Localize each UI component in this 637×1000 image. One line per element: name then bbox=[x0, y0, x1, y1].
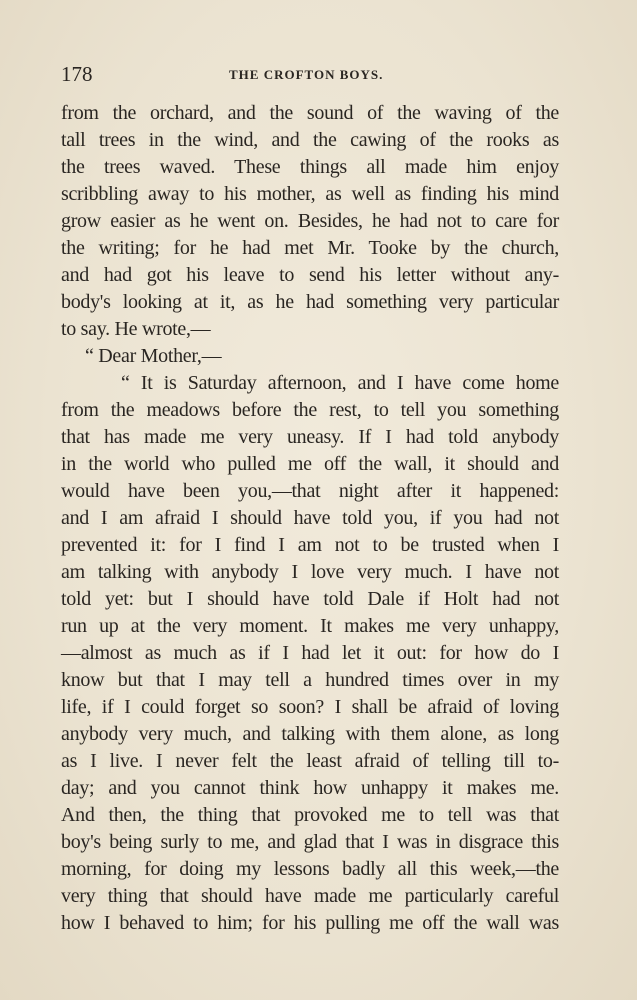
running-head bbox=[61, 62, 559, 92]
page-number: 178 bbox=[61, 62, 93, 86]
text-line: day; and you cannot think how unhappy it makes me. bbox=[61, 777, 559, 799]
text-line: would have been you,—that night after it happened: bbox=[61, 480, 559, 502]
text-line: —almost as much as if I had let it out: for how do I bbox=[61, 642, 559, 664]
text-line: morning, for doing my lessons badly all this week,—the bbox=[61, 858, 559, 880]
text-line: the trees waved. These things all made him enjoy bbox=[61, 156, 559, 178]
running-title: THE CROFTON BOYS. bbox=[229, 67, 384, 82]
text-line: from the meadows before the rest, to tell you something bbox=[61, 399, 559, 421]
text-line: boy's being surly to me, and glad that I was in disgrace this bbox=[61, 831, 559, 853]
text-line: body's looking at it, as he had something very particular bbox=[61, 291, 559, 313]
narrative-paragraph bbox=[61, 100, 559, 343]
text-line: in the world who pulled me off the wall, it should and bbox=[61, 453, 559, 475]
text-line: from the orchard, and the sound of the waving of the bbox=[61, 102, 559, 124]
text-line: am talking with anybody I love very much. I have not bbox=[61, 561, 559, 583]
text-line: that has made me very uneasy. If I had told anybody bbox=[61, 426, 559, 448]
text-line: as I live. I never felt the least afraid of telling till to- bbox=[61, 750, 559, 772]
text-line: “ It is Saturday afternoon, and I have come home bbox=[121, 372, 559, 394]
text-line: tall trees in the wind, and the cawing of the rooks as bbox=[61, 129, 559, 151]
text-line: life, if I could forget so soon? I shall be afraid of loving bbox=[61, 696, 559, 718]
text-line: And then, the thing that provoked me to tell was that bbox=[61, 804, 559, 826]
text-line: know but that I may tell a hundred times over in my bbox=[61, 669, 559, 691]
text-line: prevented it: for I find I am not to be trusted when I bbox=[61, 534, 559, 556]
text-line: very thing that should have made me particularly careful bbox=[61, 885, 559, 907]
letter-block bbox=[61, 343, 559, 937]
letter-salutation: “ Dear Mother,— bbox=[85, 345, 222, 367]
text-line: grow easier as he went on. Besides, he had not to care for bbox=[61, 210, 559, 232]
text-line: how I behaved to him; for his pulling me off the wall was bbox=[61, 912, 559, 934]
text-line: the writing; for he had met Mr. Tooke by the church, bbox=[61, 237, 559, 259]
text-line: and had got his leave to send his letter without any- bbox=[61, 264, 559, 286]
text-line: to say. He wrote,— bbox=[61, 318, 211, 340]
text-line: run up at the very moment. It makes me very unhappy, bbox=[61, 615, 559, 637]
text-line: and I am afraid I should have told you, if you had not bbox=[61, 507, 559, 529]
text-line: told yet: but I should have told Dale if Holt had not bbox=[61, 588, 559, 610]
text-line: scribbling away to his mother, as well as finding his mind bbox=[61, 183, 559, 205]
text-line: anybody very much, and talking with them alone, as long bbox=[61, 723, 559, 745]
